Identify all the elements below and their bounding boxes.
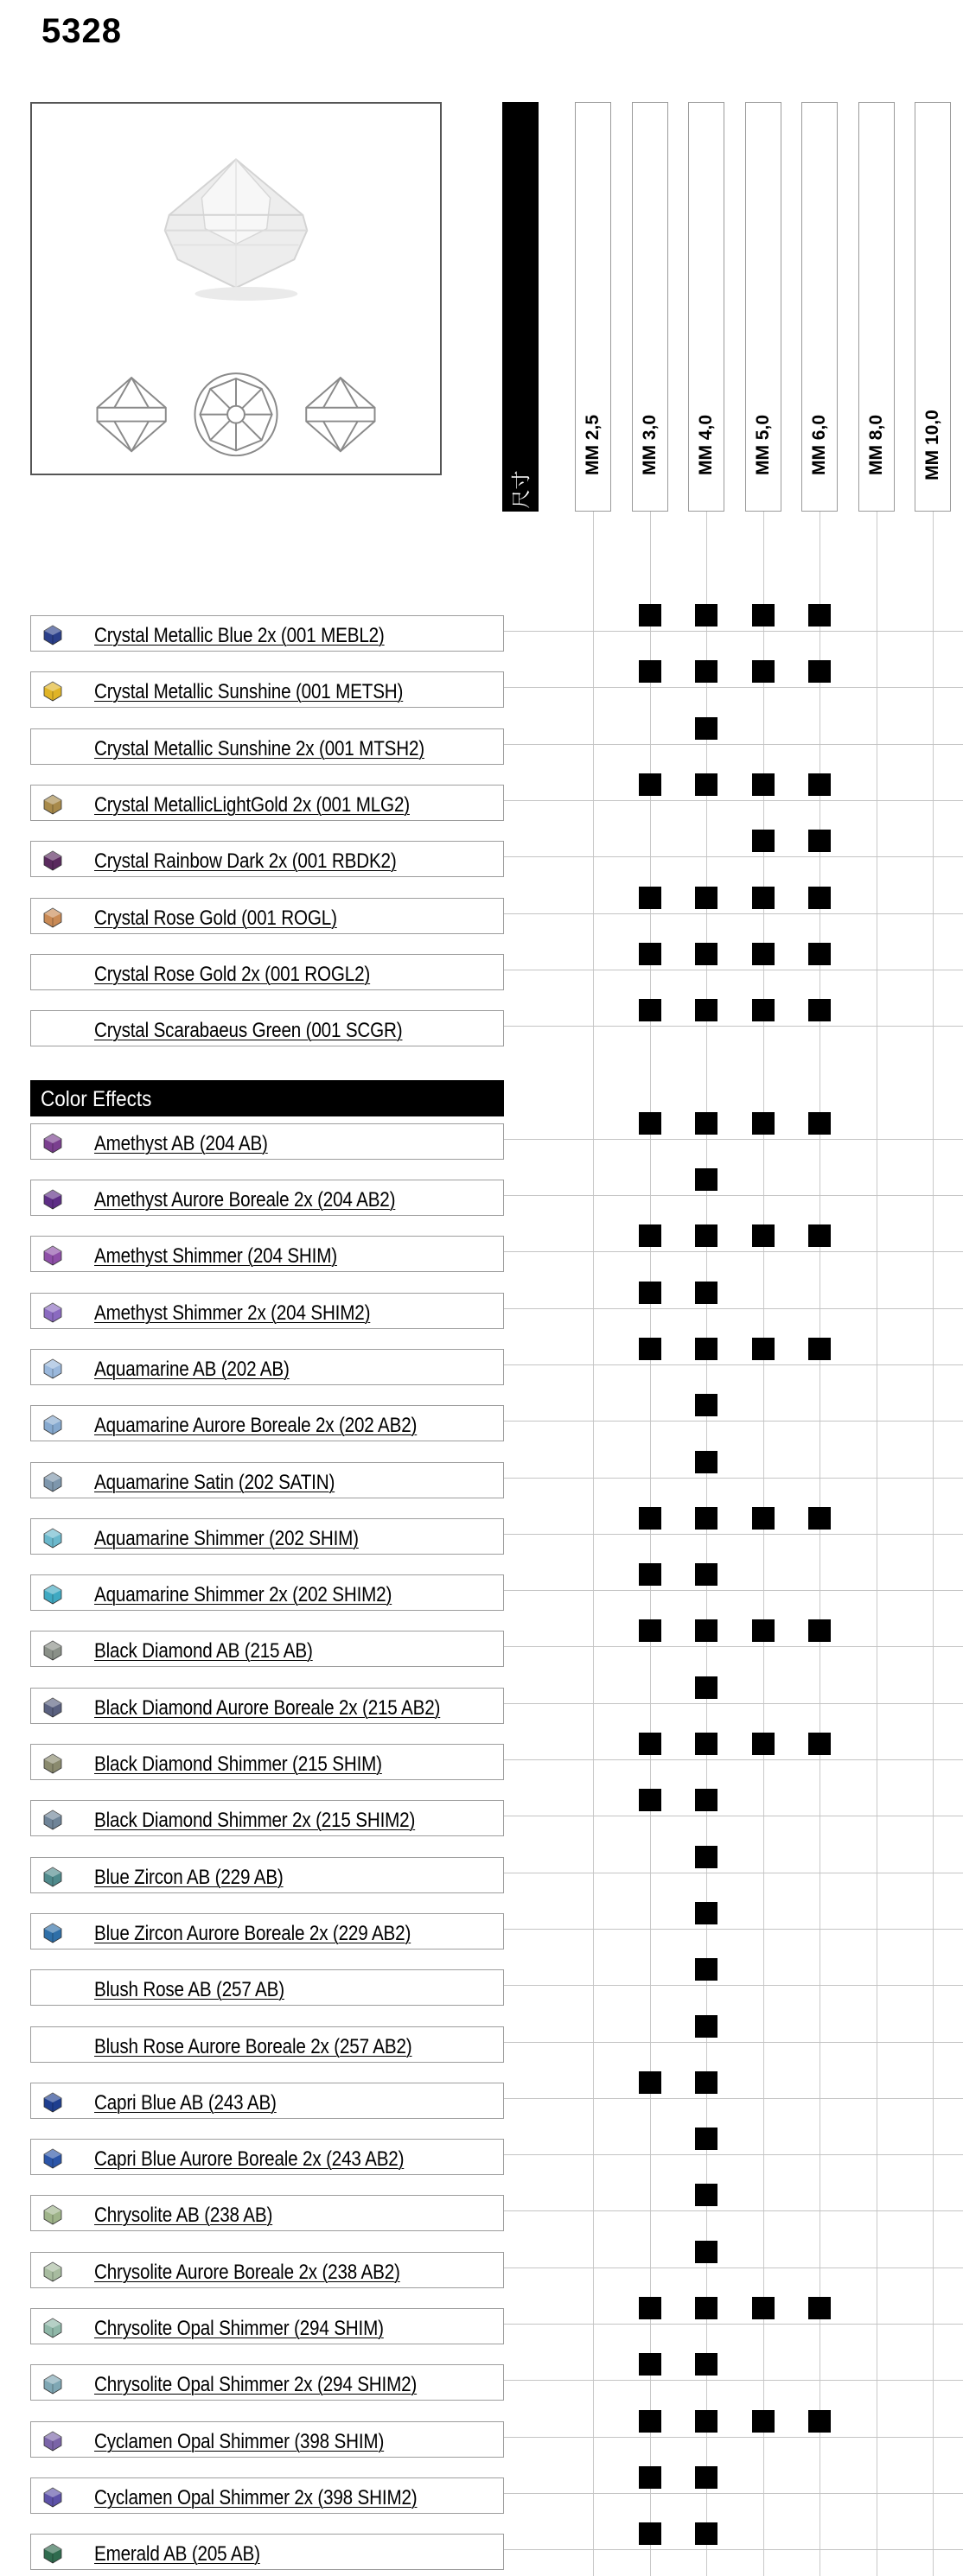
color-name: Aquamarine AB (202 AB): [94, 1358, 290, 1381]
color-row: [30, 2083, 504, 2119]
size-header: [502, 102, 539, 512]
row-guide-line: [503, 2437, 963, 2438]
gem-icon: [42, 1415, 63, 1435]
row-guide-line: [503, 2154, 963, 2155]
color-name: Chrysolite Aurore Boreale 2x (238 AB2): [94, 2261, 400, 2284]
availability-mark: [752, 604, 775, 627]
color-name: Black Diamond Shimmer 2x (215 SHIM2): [94, 1809, 416, 1832]
availability-mark: [695, 1112, 717, 1135]
color-row: [30, 1462, 504, 1498]
color-name: Chrysolite Opal Shimmer 2x (294 SHIM2): [94, 2373, 418, 2396]
availability-mark: [695, 887, 717, 909]
size-column-header: [688, 102, 724, 512]
color-row: [30, 2421, 504, 2458]
availability-mark: [639, 1789, 661, 1811]
gem-icon: [42, 1133, 63, 1154]
color-name: Black Diamond Shimmer (215 SHIM): [94, 1752, 382, 1776]
gem-icon: [42, 2261, 63, 2282]
gem-icon: [42, 681, 63, 702]
color-row: [30, 1631, 504, 1667]
gem-icon: [42, 2092, 63, 2113]
availability-mark: [639, 943, 661, 965]
color-name: Emerald AB (205 AB): [94, 2542, 260, 2566]
row-guide-line: [503, 1251, 963, 1252]
availability-mark: [808, 1224, 831, 1247]
availability-mark: [808, 999, 831, 1021]
color-name: Amethyst Aurore Boreale 2x (204 AB2): [94, 1188, 396, 1212]
availability-mark: [808, 1338, 831, 1360]
color-name: Aquamarine Satin (202 SATIN): [94, 1471, 335, 1494]
size-column-label: MM 3,0: [640, 415, 660, 476]
size-column-header: [858, 102, 895, 512]
color-row: [30, 1123, 504, 1160]
availability-mark: [695, 2128, 717, 2150]
availability-mark: [752, 943, 775, 965]
color-row: [30, 785, 504, 821]
row-guide-line: [503, 1195, 963, 1196]
availability-mark: [639, 999, 661, 1021]
color-name: Crystal Scarabaeus Green (001 SCGR): [94, 1019, 403, 1042]
availability-mark: [639, 1733, 661, 1755]
availability-mark: [639, 2522, 661, 2545]
product-code-title: 5328: [41, 12, 122, 50]
availability-mark: [695, 1846, 717, 1868]
column-guide-line: [650, 512, 651, 2576]
gem-icon: [42, 1753, 63, 1774]
row-guide-line: [503, 1421, 963, 1422]
gem-icon: [42, 1528, 63, 1549]
row-guide-line: [503, 1534, 963, 1535]
availability-mark: [639, 604, 661, 627]
color-row: [30, 2308, 504, 2344]
color-row: [30, 2252, 504, 2288]
availability-mark: [695, 2466, 717, 2489]
color-row: [30, 1913, 504, 1949]
color-row: [30, 898, 504, 934]
row-guide-line: [503, 744, 963, 745]
availability-mark: [639, 2297, 661, 2319]
color-row: [30, 1574, 504, 1611]
availability-mark: [695, 1394, 717, 1416]
availability-mark: [752, 1507, 775, 1530]
gem-icon: [42, 1867, 63, 1887]
color-name: Chrysolite AB (238 AB): [94, 2204, 273, 2227]
availability-mark: [695, 999, 717, 1021]
color-row: [30, 1405, 504, 1441]
size-column-header: [745, 102, 781, 512]
availability-mark: [808, 943, 831, 965]
availability-mark: [695, 1676, 717, 1699]
color-name: Amethyst Shimmer 2x (204 SHIM2): [94, 1301, 371, 1325]
availability-mark: [808, 660, 831, 683]
availability-mark: [695, 2297, 717, 2319]
availability-mark: [752, 887, 775, 909]
size-column-label: MM 4,0: [696, 415, 716, 476]
availability-mark: [808, 830, 831, 852]
size-column-label: MM 6,0: [809, 415, 829, 476]
availability-mark: [695, 2015, 717, 2038]
availability-mark: [639, 1224, 661, 1247]
color-row: [30, 1349, 504, 1385]
color-row: [30, 2364, 504, 2401]
availability-mark: [695, 2353, 717, 2376]
color-name: Crystal Rainbow Dark 2x (001 RBDK2): [94, 849, 397, 873]
side-view-left: [98, 378, 166, 451]
availability-mark: [808, 773, 831, 796]
row-guide-line: [503, 1759, 963, 1760]
column-guide-line: [706, 512, 707, 2576]
availability-mark: [695, 1563, 717, 1586]
availability-mark: [752, 2297, 775, 2319]
gem-icon: [42, 1923, 63, 1943]
row-guide-line: [503, 1646, 963, 1647]
availability-mark: [695, 1958, 717, 1981]
bicone-crystal-illustration: [32, 104, 440, 474]
product-image: [30, 102, 442, 475]
availability-mark: [695, 1451, 717, 1473]
gem-icon: [42, 625, 63, 646]
row-guide-line: [503, 2380, 963, 2381]
availability-mark: [639, 773, 661, 796]
gem-icon: [42, 1472, 63, 1492]
availability-mark: [639, 1112, 661, 1135]
availability-mark: [639, 2071, 661, 2094]
color-name: Blush Rose Aurore Boreale 2x (257 AB2): [94, 2035, 412, 2058]
availability-mark: [695, 773, 717, 796]
availability-mark: [752, 830, 775, 852]
availability-mark: [752, 1733, 775, 1755]
color-name: Chrysolite Opal Shimmer (294 SHIM): [94, 2317, 384, 2340]
availability-mark: [752, 1338, 775, 1360]
color-name: Black Diamond Aurore Boreale 2x (215 AB2): [94, 1696, 441, 1720]
gem-icon: [42, 1302, 63, 1323]
color-name: Capri Blue Aurore Boreale 2x (243 AB2): [94, 2147, 405, 2171]
gem-icon: [42, 2318, 63, 2338]
color-name: Aquamarine Shimmer 2x (202 SHIM2): [94, 1583, 392, 1606]
section-header-label: Color Effects: [41, 1087, 152, 1111]
gem-icon: [42, 1584, 63, 1605]
row-guide-line: [503, 2042, 963, 2043]
availability-mark: [808, 1733, 831, 1755]
row-guide-line: [503, 2210, 963, 2211]
gem-icon: [42, 1810, 63, 1830]
availability-mark: [695, 1902, 717, 1924]
size-column-label: MM 10,0: [922, 410, 942, 480]
availability-mark: [695, 1338, 717, 1360]
availability-mark: [639, 1619, 661, 1642]
availability-mark: [695, 2410, 717, 2433]
row-guide-line: [503, 800, 963, 801]
color-row: [30, 1010, 504, 1046]
availability-mark: [695, 943, 717, 965]
availability-mark: [639, 2466, 661, 2489]
color-row: [30, 2534, 504, 2570]
color-name: Crystal MetallicLightGold 2x (001 MLG2): [94, 793, 410, 817]
availability-mark: [695, 2522, 717, 2545]
availability-mark: [695, 604, 717, 627]
availability-mark: [695, 1619, 717, 1642]
size-column-header: [632, 102, 668, 512]
availability-mark: [695, 717, 717, 740]
color-row: [30, 2026, 504, 2063]
section-header: [30, 1080, 504, 1116]
column-guide-line: [763, 512, 764, 2576]
availability-mark: [752, 1112, 775, 1135]
row-guide-line: [503, 1703, 963, 1704]
availability-mark: [752, 773, 775, 796]
row-guide-line: [503, 2493, 963, 2494]
row-guide-line: [503, 1026, 963, 1027]
availability-mark: [695, 1789, 717, 1811]
color-name: Blue Zircon AB (229 AB): [94, 1866, 284, 1889]
size-column-label: MM 2,5: [583, 415, 603, 476]
color-row: [30, 1857, 504, 1893]
color-row: [30, 671, 504, 708]
availability-mark: [752, 660, 775, 683]
gem-icon: [42, 2148, 63, 2169]
color-name: Amethyst AB (204 AB): [94, 1132, 268, 1155]
row-guide-line: [503, 1308, 963, 1309]
color-name: Crystal Rose Gold (001 ROGL): [94, 906, 337, 930]
availability-mark: [695, 1507, 717, 1530]
color-row: [30, 1969, 504, 2006]
gem-icon: [42, 2431, 63, 2452]
gem-icon: [42, 1189, 63, 1210]
color-name: Blush Rose AB (257 AB): [94, 1978, 284, 2001]
availability-mark: [752, 1619, 775, 1642]
size-column-header: [801, 102, 838, 512]
column-guide-line: [593, 512, 594, 2576]
gem-icon: [42, 794, 63, 815]
crystal-photo: [165, 159, 307, 300]
availability-mark: [639, 887, 661, 909]
side-view-right: [306, 378, 374, 451]
gem-icon: [42, 2487, 63, 2508]
color-row: [30, 1518, 504, 1555]
color-name: Capri Blue AB (243 AB): [94, 2091, 277, 2115]
color-row: [30, 2477, 504, 2514]
availability-mark: [808, 887, 831, 909]
gem-icon: [42, 850, 63, 871]
row-guide-line: [503, 1929, 963, 1930]
color-name: Black Diamond AB (215 AB): [94, 1639, 313, 1663]
gem-icon: [42, 907, 63, 928]
availability-mark: [808, 1507, 831, 1530]
color-row: [30, 2195, 504, 2231]
row-guide-line: [503, 1139, 963, 1140]
availability-mark: [808, 604, 831, 627]
gem-icon: [42, 1640, 63, 1661]
availability-mark: [808, 2410, 831, 2433]
availability-mark: [695, 660, 717, 683]
row-guide-line: [503, 2098, 963, 2099]
color-name: Crystal Metallic Blue 2x (001 MEBL2): [94, 624, 385, 647]
availability-mark: [695, 2241, 717, 2263]
column-guide-line: [933, 512, 934, 2576]
color-row: [30, 1688, 504, 1724]
color-row: [30, 2139, 504, 2175]
color-name: Aquamarine Aurore Boreale 2x (202 AB2): [94, 1414, 418, 1437]
row-guide-line: [503, 687, 963, 688]
row-guide-line: [503, 1985, 963, 1986]
color-name: Cyclamen Opal Shimmer 2x (398 SHIM2): [94, 2486, 418, 2509]
availability-mark: [808, 1112, 831, 1135]
size-column-header: [575, 102, 611, 512]
availability-mark: [752, 2410, 775, 2433]
gem-icon: [42, 1697, 63, 1718]
row-guide-line: [503, 1590, 963, 1591]
color-row: [30, 1236, 504, 1272]
availability-mark: [808, 1619, 831, 1642]
gem-icon: [42, 2543, 63, 2564]
availability-mark: [639, 660, 661, 683]
color-name: Crystal Rose Gold 2x (001 ROGL2): [94, 963, 371, 986]
row-guide-line: [503, 913, 963, 914]
availability-mark: [695, 2071, 717, 2094]
color-row: [30, 1800, 504, 1836]
availability-mark: [639, 1507, 661, 1530]
color-row: [30, 615, 504, 652]
color-name: Crystal Metallic Sunshine 2x (001 MTSH2): [94, 737, 424, 760]
availability-mark: [808, 2297, 831, 2319]
availability-mark: [695, 1282, 717, 1304]
row-guide-line: [503, 856, 963, 857]
availability-mark: [752, 999, 775, 1021]
gem-icon: [42, 1358, 63, 1379]
size-column-label: MM 8,0: [866, 415, 886, 476]
color-row: [30, 1180, 504, 1216]
availability-mark: [639, 1563, 661, 1586]
availability-mark: [752, 1224, 775, 1247]
availability-mark: [639, 2410, 661, 2433]
availability-mark: [695, 1168, 717, 1191]
availability-mark: [695, 1224, 717, 1247]
color-row: [30, 1744, 504, 1780]
row-guide-line: [503, 2549, 963, 2550]
color-name: Blue Zircon Aurore Boreale 2x (229 AB2): [94, 1922, 411, 1945]
row-guide-line: [503, 1478, 963, 1479]
color-name: Aquamarine Shimmer (202 SHIM): [94, 1527, 359, 1550]
color-name: Cyclamen Opal Shimmer (398 SHIM): [94, 2430, 385, 2453]
color-row: [30, 841, 504, 877]
gem-icon: [42, 2204, 63, 2225]
top-view: [195, 373, 277, 455]
size-column-header: [915, 102, 951, 512]
gem-icon: [42, 1245, 63, 1266]
gem-icon: [42, 2374, 63, 2395]
color-row: [30, 1293, 504, 1329]
row-guide-line: [503, 631, 963, 632]
color-name: Crystal Metallic Sunshine (001 METSH): [94, 680, 404, 703]
color-row: [30, 954, 504, 990]
row-guide-line: [503, 1364, 963, 1365]
size-header-label: 尺寸: [510, 470, 533, 509]
size-column-label: MM 5,0: [753, 415, 773, 476]
availability-mark: [639, 1282, 661, 1304]
availability-mark: [639, 1338, 661, 1360]
row-guide-line: [503, 2324, 963, 2325]
color-name: Amethyst Shimmer (204 SHIM): [94, 1244, 337, 1268]
availability-mark: [695, 2184, 717, 2206]
availability-mark: [695, 1733, 717, 1755]
availability-mark: [639, 2353, 661, 2376]
color-row: [30, 728, 504, 765]
